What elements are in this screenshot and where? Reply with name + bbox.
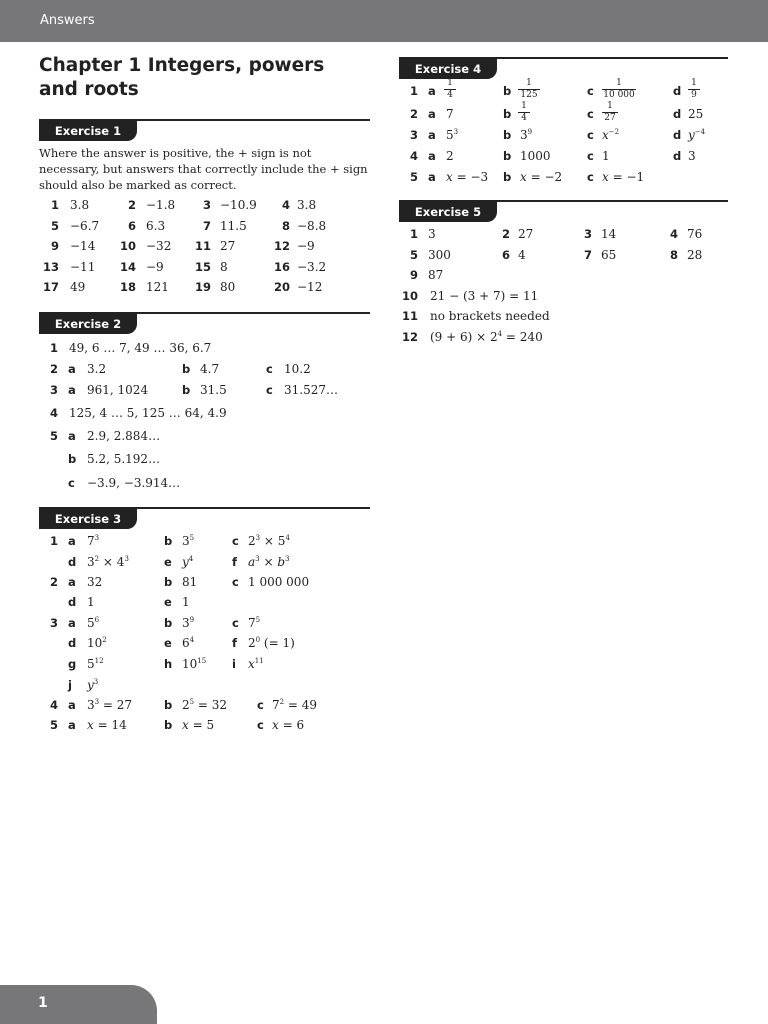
q-number: 6: [501, 247, 510, 262]
q-number: 2: [49, 362, 58, 376]
answer: x = 14: [87, 718, 127, 732]
part-label: c: [257, 698, 264, 712]
q-number: 19: [194, 280, 211, 294]
q-number: 3: [49, 383, 58, 397]
answer: $5^3$: [446, 128, 459, 142]
answer: −8.8: [297, 218, 327, 233]
q-number: 4: [49, 406, 58, 420]
part-label: i: [232, 657, 236, 671]
q-number: 4: [409, 149, 418, 163]
answer: $7^5$: [248, 616, 261, 630]
answer: −3.9, −3.914…: [87, 476, 181, 490]
exercise-1-tab: Exercise 1: [39, 121, 137, 141]
exercise-3-header: [39, 507, 370, 529]
answer: 961, 1024: [87, 383, 149, 397]
part-label: a: [68, 616, 76, 630]
answer: 1000: [520, 149, 551, 163]
part-label: b: [164, 616, 173, 630]
q-number: 5: [49, 429, 58, 443]
answer: $7^2 = 49$: [272, 698, 318, 712]
part-label: b: [164, 575, 173, 589]
answer: 81: [182, 575, 198, 589]
q-number: 2: [501, 227, 510, 241]
answer: 21 − (3 + 7) = 11: [430, 289, 539, 303]
part-label: g: [68, 657, 77, 671]
q-number: 14: [119, 259, 136, 274]
chapter-title: Chapter 1 Integers, powers and roots: [39, 55, 325, 100]
answer: 10.2: [284, 362, 311, 376]
answer: 80: [220, 280, 236, 294]
answer: 49: [70, 280, 86, 294]
q-number: 5: [49, 718, 58, 732]
answer: 87: [428, 268, 444, 282]
exercise-5-tab: Exercise 5: [399, 202, 497, 222]
q-number: 1: [49, 341, 58, 355]
answer: 49, 6 … 7, 49 … 36, 6.7: [69, 341, 212, 355]
q-number: 5: [409, 170, 418, 184]
answer: 31.5: [200, 383, 227, 397]
answer: −1.8: [146, 198, 176, 212]
q-number: 16: [273, 259, 290, 274]
q-number: 11: [194, 239, 211, 253]
part-label: c: [266, 362, 273, 376]
answer: $6^4$: [182, 636, 195, 650]
q-number: 13: [42, 259, 59, 274]
exercise-1-header: [39, 119, 370, 141]
answer: −6.7: [70, 218, 100, 233]
page-number: 1: [38, 995, 48, 1011]
fraction: $\frac{1}{10 000}$: [603, 78, 635, 100]
answer: x = −3: [446, 170, 489, 184]
part-label: j: [68, 678, 72, 692]
answer: 3.2: [87, 362, 107, 376]
q-number: 4: [281, 198, 290, 212]
q-number: 11: [401, 309, 418, 323]
q-number: 15: [194, 259, 211, 274]
part-label: c: [587, 107, 594, 121]
page-number-tab: [0, 985, 157, 1024]
part-label: d: [673, 149, 682, 163]
q-number: 6: [127, 218, 136, 233]
q-number: 20: [273, 280, 290, 294]
answer: 1: [87, 595, 95, 609]
answer: no brackets needed: [430, 309, 550, 323]
answer: $3^9$: [520, 128, 533, 142]
answer: $3^9$: [182, 616, 195, 630]
answer: $3^3 = 27$: [87, 698, 133, 712]
part-label: e: [164, 636, 172, 650]
part-label: b: [182, 362, 191, 376]
q-number: 10: [401, 289, 418, 303]
part-label: a: [428, 149, 436, 163]
part-label: a: [68, 718, 76, 732]
fraction: $\frac{1}{125}$: [518, 79, 540, 100]
q-number: 17: [42, 280, 59, 294]
q-number: 2: [409, 107, 418, 121]
part-label: b: [503, 149, 512, 163]
part-label: c: [257, 718, 264, 732]
answer: $3^2 \times 4^3$: [87, 555, 129, 569]
exercise-4-header: [399, 57, 728, 79]
answer: 4: [518, 247, 526, 262]
q-number: 1: [49, 534, 58, 548]
answer: 8: [220, 259, 228, 274]
answer: $5^{12}$: [87, 657, 104, 671]
q-number: 3: [583, 227, 592, 241]
q-number: 5: [50, 218, 59, 233]
answer: −9: [297, 239, 315, 253]
part-label: b: [503, 107, 512, 121]
answer: $10^2$: [87, 636, 107, 650]
q-number: 1: [409, 227, 418, 241]
part-label: c: [587, 128, 594, 142]
q-number: 10: [119, 239, 136, 253]
part-label: a: [428, 84, 436, 98]
answer: 5.2, 5.192…: [87, 452, 161, 466]
fraction: $\frac{1}{4}$: [518, 102, 530, 123]
part-label: a: [68, 429, 76, 443]
q-number: 4: [49, 698, 58, 712]
fraction: $\frac{1}{27}$: [602, 102, 618, 123]
answer: 14: [601, 227, 617, 241]
answer: −14: [70, 239, 96, 253]
header-bar: [0, 0, 768, 42]
exercise-2-header: [39, 312, 370, 334]
answer: −11: [70, 259, 96, 274]
answer: 4.7: [200, 362, 220, 376]
answer: $5^6$: [87, 616, 100, 630]
q-number: 1: [409, 84, 418, 98]
part-label: d: [68, 555, 77, 569]
q-number: 9: [50, 239, 59, 253]
answer: 1: [182, 595, 190, 609]
answer: x = 5: [182, 718, 215, 732]
header-title: Answers: [40, 13, 95, 28]
answer: −32: [146, 239, 172, 253]
answer: −12: [297, 280, 323, 294]
answer: 27: [220, 239, 236, 253]
answer: 2: [446, 149, 454, 163]
fraction: $\frac{1}{9}$: [688, 79, 700, 100]
part-label: c: [232, 575, 239, 589]
part-label: a: [68, 575, 76, 589]
answer: x = 6: [272, 718, 305, 732]
part-label: b: [164, 698, 173, 712]
part-label: a: [68, 383, 76, 397]
part-label: a: [428, 170, 436, 184]
fraction: $\frac{1}{4}$: [444, 79, 456, 100]
answer: x = −1: [602, 170, 645, 184]
q-number: 12: [401, 330, 418, 344]
exercise-4-tab: Exercise 4: [399, 59, 497, 79]
q-number: 3: [202, 198, 211, 212]
exercise-5-header: [399, 200, 728, 222]
answer: 125, 4 … 5, 125 … 64, 4.9: [69, 406, 227, 420]
answer: 3.8: [70, 198, 90, 212]
part-label: c: [587, 170, 594, 184]
q-number: 18: [119, 280, 136, 294]
part-label: a: [68, 698, 76, 712]
q-number: 1: [50, 198, 59, 212]
part-label: b: [182, 383, 191, 397]
answer: $2^3 \times 5^4$: [248, 534, 290, 548]
part-label: c: [587, 149, 594, 163]
answer: 65: [601, 247, 617, 262]
q-number: 12: [273, 239, 290, 253]
answer: 121: [146, 280, 169, 294]
part-label: f: [232, 636, 238, 650]
part-label: c: [232, 616, 239, 630]
part-label: b: [164, 718, 173, 732]
answer: 28: [687, 247, 703, 262]
answer: 3: [688, 149, 696, 163]
answer: 3: [428, 227, 436, 241]
answer: 3.8: [297, 198, 317, 212]
q-number: 7: [202, 218, 211, 233]
answer: x = −2: [520, 170, 563, 184]
answer: $x^{-2}$: [602, 128, 620, 142]
answer: 31.527…: [284, 383, 338, 397]
answer: 1 000 000: [248, 575, 310, 589]
answer: $10^{15}$: [182, 657, 207, 671]
q-number: 3: [49, 616, 58, 630]
answer: 76: [687, 227, 703, 241]
answer: $y^4$: [182, 555, 194, 569]
part-label: d: [673, 84, 682, 98]
part-label: d: [673, 128, 682, 142]
answer: $2^0$ (= 1): [248, 636, 295, 650]
answer: 300: [428, 247, 451, 262]
answer: $a^3 \times b^3$: [248, 555, 290, 569]
answer: 11.5: [220, 218, 247, 233]
answer: −3.2: [297, 259, 327, 274]
part-label: c: [266, 383, 273, 397]
answer: 6.3: [146, 218, 166, 233]
answer: 1: [602, 149, 610, 163]
answer: −9: [146, 259, 164, 274]
part-label: d: [673, 107, 682, 121]
answer: $3^5$: [182, 534, 195, 548]
answer: $7^3$: [87, 534, 100, 548]
part-label: b: [68, 452, 77, 466]
part-label: c: [232, 534, 239, 548]
part-label: d: [68, 595, 77, 609]
answer: $y^{-4}$: [688, 128, 706, 142]
part-label: e: [164, 595, 172, 609]
answer: 25: [688, 107, 704, 121]
answer: −10.9: [220, 198, 257, 212]
exercise-3-tab: Exercise 3: [39, 509, 137, 529]
answer: $y^3$: [87, 678, 99, 692]
exercise-2-tab: Exercise 2: [39, 314, 137, 334]
part-label: h: [164, 657, 173, 671]
part-label: c: [68, 476, 75, 490]
part-label: b: [503, 84, 512, 98]
q-number: 8: [281, 218, 290, 233]
q-number: 7: [583, 247, 592, 262]
part-label: a: [428, 128, 436, 142]
exercise-1-note: Where the answer is positive, the + sign is not necessary, but answers that correctly include the + sign should also be marked as correct.: [39, 146, 368, 192]
q-number: 2: [49, 575, 58, 589]
answer: 27: [518, 227, 534, 241]
part-label: f: [232, 555, 238, 569]
part-label: d: [68, 636, 77, 650]
part-label: e: [164, 555, 172, 569]
part-label: b: [503, 128, 512, 142]
part-label: b: [164, 534, 173, 548]
q-number: 5: [409, 247, 418, 262]
part-label: a: [428, 107, 436, 121]
q-number: 9: [409, 268, 418, 282]
part-label: a: [68, 534, 76, 548]
answer: $2^5 = 32$: [182, 698, 228, 712]
q-number: 8: [669, 247, 678, 262]
part-label: b: [503, 170, 512, 184]
answer: 32: [87, 575, 103, 589]
part-label: a: [68, 362, 76, 376]
q-number: 4: [669, 227, 678, 241]
part-label: c: [587, 84, 594, 98]
answer: $(9 + 6) \times 2^4 = 240$: [430, 330, 543, 344]
answer: 2.9, 2.884…: [87, 429, 161, 443]
answer: $x^{11}$: [248, 657, 264, 671]
q-number: 3: [409, 128, 418, 142]
q-number: 2: [127, 198, 136, 212]
answer: 7: [446, 107, 454, 121]
